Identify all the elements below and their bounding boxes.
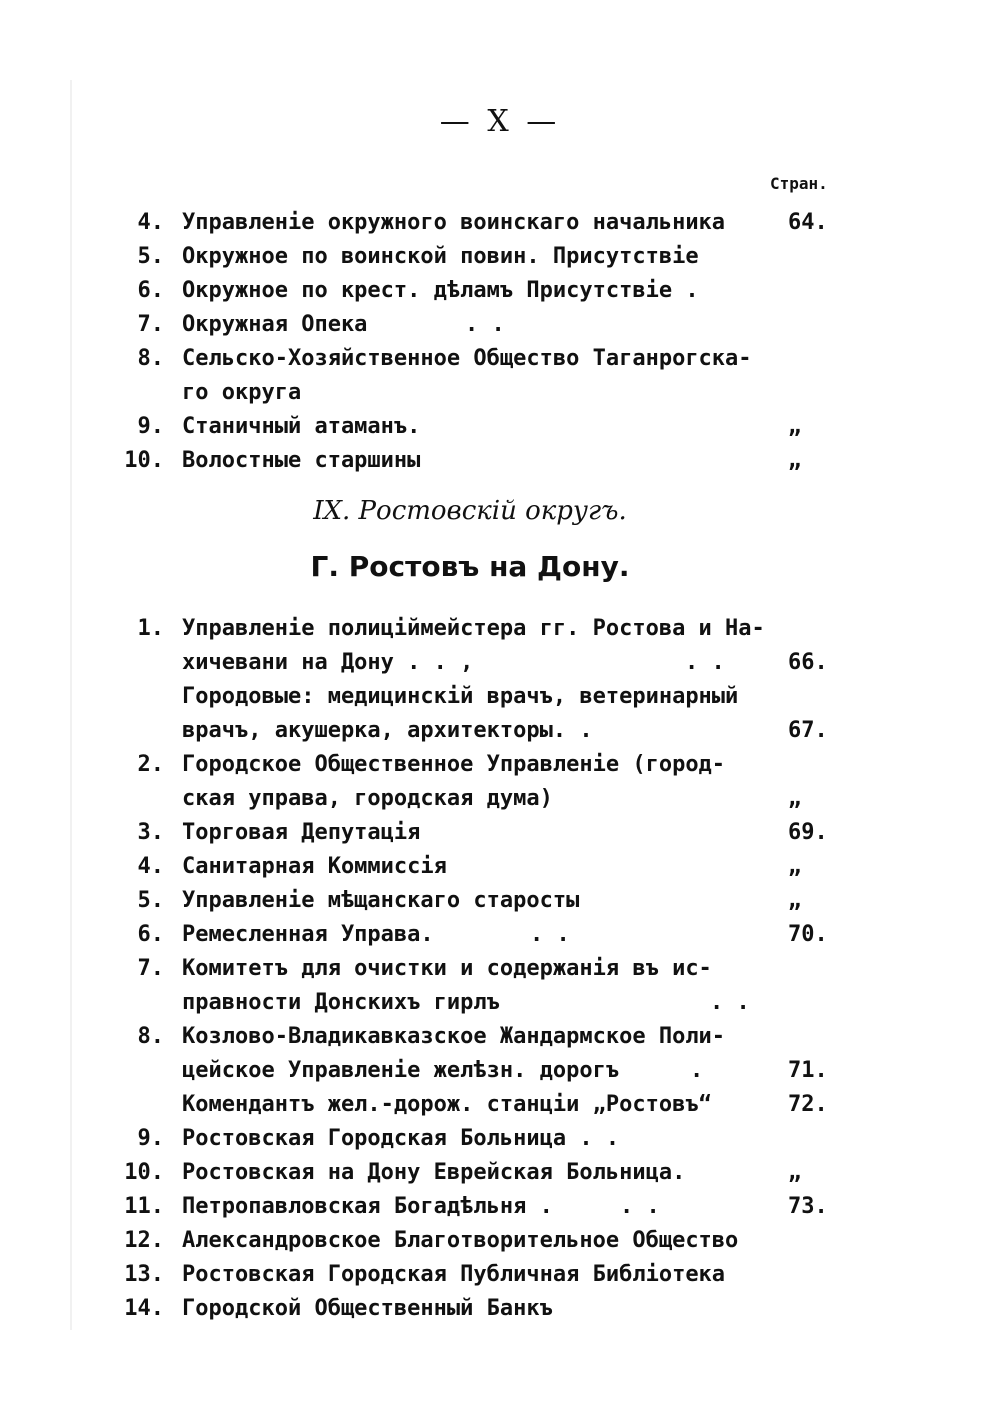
entry-page: „ <box>788 854 802 879</box>
entry-text: Комендантъ жел.-дорож. станціи „Ростовъ“ <box>182 1092 712 1117</box>
entry-number: 1. <box>137 616 164 641</box>
toc-entry <box>120 1190 840 1224</box>
entry-number: 4. <box>137 854 164 879</box>
entry-page: „ <box>788 448 802 473</box>
toc-entry <box>120 444 840 478</box>
entry-page: „ <box>788 1160 802 1185</box>
entry-number: 12. <box>124 1228 164 1253</box>
entry-text: Торговая Депутація <box>182 820 421 845</box>
entry-number: 6. <box>137 922 164 947</box>
toc-entry <box>120 646 840 680</box>
entry-leader-dots: . . <box>530 922 570 947</box>
entry-text: Козлово-Владикавказское Жандармское Поли- <box>182 1024 726 1049</box>
page-column-label: Стран. <box>770 174 828 193</box>
entry-text: Станичный атаманъ. <box>182 414 421 439</box>
entry-text: го округа <box>182 380 302 405</box>
entry-number: 6. <box>137 278 164 303</box>
entry-number: 8. <box>137 346 164 371</box>
entry-text: Петропавловская Богадѣльня . <box>182 1194 553 1219</box>
entry-leader-dots: . . <box>465 312 505 337</box>
toc-entry <box>120 1292 840 1326</box>
entry-text: Ремесленная Управа. <box>182 922 434 947</box>
entry-number: 8. <box>137 1024 164 1049</box>
entry-page: 72. <box>788 1092 828 1117</box>
entry-page: 66. <box>788 650 828 675</box>
entry-number: 2. <box>137 752 164 777</box>
entry-text: Окружная Опека <box>182 312 368 337</box>
toc-entry <box>120 952 840 986</box>
entry-page: 64. <box>788 210 828 235</box>
entry-text: врачъ, акушерка, архитекторы. . <box>182 718 593 743</box>
toc-entry <box>120 206 840 240</box>
entry-text: Ростовская Городская Публичная Библіотека <box>182 1262 726 1287</box>
entry-number: 13. <box>124 1262 164 1287</box>
entry-text: правности Донскихъ гирлъ <box>182 990 500 1015</box>
toc-entry <box>120 1156 840 1190</box>
entry-number: 10. <box>124 448 164 473</box>
entry-page: 70. <box>788 922 828 947</box>
toc-entry <box>120 680 840 714</box>
entry-text: Окружное по воинской повин. Присутствіе <box>182 244 699 269</box>
city-title: Г. Ростовъ на Дону. <box>310 550 630 583</box>
page-number-header: — X — <box>439 104 561 139</box>
entry-text: Ростовская на Дону Еврейская Больница. <box>182 1160 686 1185</box>
entry-number: 5. <box>137 888 164 913</box>
entry-page: „ <box>788 786 802 811</box>
entry-page: 71. <box>788 1058 828 1083</box>
toc-entry <box>120 1054 840 1088</box>
entry-number: 7. <box>137 312 164 337</box>
toc-entry <box>120 1258 840 1292</box>
entry-number: 4. <box>137 210 164 235</box>
entry-leader-dots: . . <box>710 990 750 1015</box>
entry-text: ская управа, городская дума) <box>182 786 553 811</box>
entry-text: Городской Общественный Банкъ <box>182 1296 553 1321</box>
entry-text: Волостные старшины <box>182 448 421 473</box>
toc-entry <box>120 612 840 646</box>
toc-entry <box>120 308 840 342</box>
entry-text: Управленіе окружного воинскаго начальника <box>182 210 726 235</box>
entry-page: „ <box>788 414 802 439</box>
toc-entry <box>120 850 840 884</box>
entry-text: Комитетъ для очистки и содержанія въ ис- <box>182 956 712 981</box>
toc-entry <box>120 376 840 410</box>
entry-text: Санитарная Коммиссія <box>182 854 447 879</box>
entry-text: Управленіе мѣщанскаго старосты <box>182 888 580 913</box>
entry-number: 14. <box>124 1296 164 1321</box>
entry-number: 5. <box>137 244 164 269</box>
toc-entry <box>120 986 840 1020</box>
toc-entry <box>120 1224 840 1258</box>
scan-edge-shadow <box>70 80 72 1330</box>
entry-number: 9. <box>137 414 164 439</box>
toc-entry <box>120 274 840 308</box>
toc-entry <box>120 748 840 782</box>
toc-entry <box>120 1122 840 1156</box>
entry-number: 10. <box>124 1160 164 1185</box>
entry-page: 67. <box>788 718 828 743</box>
entry-number: 7. <box>137 956 164 981</box>
entry-leader-dots: . <box>690 1058 704 1083</box>
toc-entry <box>120 782 840 816</box>
toc-entry <box>120 816 840 850</box>
entry-page: 69. <box>788 820 828 845</box>
entry-number: 3. <box>137 820 164 845</box>
toc-entry <box>120 342 840 376</box>
toc-entry <box>120 410 840 444</box>
entry-number: 11. <box>124 1194 164 1219</box>
entry-text: Александровское Благотворительное Общество <box>182 1228 739 1253</box>
entry-page: 73. <box>788 1194 828 1219</box>
entry-leader-dots: . . <box>620 1194 660 1219</box>
entry-text: Городовые: медицинскій врачъ, ветеринарный <box>182 684 739 709</box>
entry-number: 9. <box>137 1126 164 1151</box>
entry-text: хичевани на Дону . . , <box>182 650 474 675</box>
toc-entry <box>120 884 840 918</box>
entry-text: Окружное по крест. дѣламъ Присутствіе . <box>182 278 699 303</box>
entry-leader-dots: . . <box>685 650 725 675</box>
toc-entry <box>120 714 840 748</box>
toc-entry <box>120 1088 840 1122</box>
toc-entry <box>120 1020 840 1054</box>
entry-text: Городское Общественное Управленіе (город- <box>182 752 726 777</box>
entry-text: цейское Управленіе желѣзн. дорогъ <box>182 1058 620 1083</box>
toc-entry <box>120 240 840 274</box>
entry-text: Управленіе полиціймейстера гг. Ростова и На- <box>182 616 765 641</box>
entry-page: „ <box>788 888 802 913</box>
toc-entry <box>120 918 840 952</box>
section-title: IX. Ростовскій округъ. <box>313 496 627 526</box>
entry-text: Ростовская Городская Больница . . <box>182 1126 620 1151</box>
entry-text: Сельско-Хозяйственное Общество Таганрогска- <box>182 346 752 371</box>
